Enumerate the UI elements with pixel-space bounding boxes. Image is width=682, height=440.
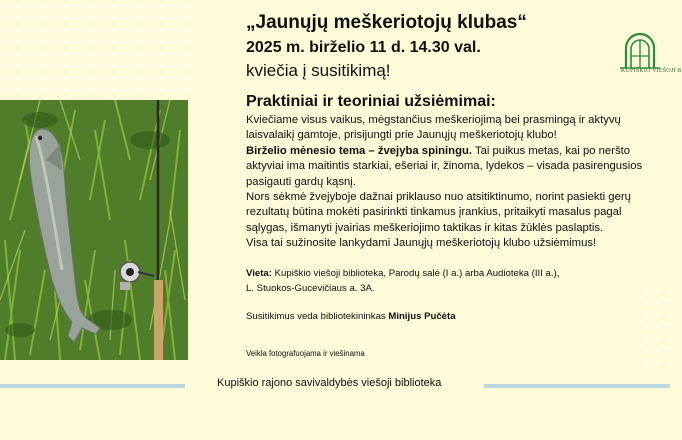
footer-divider-left xyxy=(0,384,185,388)
footer xyxy=(0,370,670,400)
theme-label: Birželio mėnesio tema – žvejyba spiningu. xyxy=(246,144,473,157)
decorative-dots xyxy=(0,0,190,95)
event-date: 2025 m. birželio 11 d. 14.30 val. xyxy=(246,39,481,56)
event-invite: kviečia į susitikimą! xyxy=(246,61,391,80)
section-subtitle: Praktiniai ir teoriniai užsiėmimai: xyxy=(246,93,496,110)
theme-paragraph xyxy=(246,144,646,190)
decorative-dots-right xyxy=(640,285,670,375)
logo-text: KUPIŠKIO VIEŠOJI B xyxy=(621,68,682,74)
photo-notice: Veikla fotografuojama ir viešinama xyxy=(246,349,365,358)
venue-label: Vieta: xyxy=(246,268,272,279)
success-paragraph: Nors sėkmė žvejyboje dažnai priklauso nuo atsitiktinumo, norint pasiekti gerų rezultatų būtina mokėti pasirinkti tinkamus įrankius, pritaikyti masalus pagal sąlygas, išmanyti įvairias meškeriojimo taktikas ir kitas žūklės paslaptis. xyxy=(246,191,631,234)
footer-organization: Kupiškio rajono savivaldybės viešoji biblioteka xyxy=(217,377,442,389)
footer-divider-right xyxy=(484,384,670,388)
venue-address-2: L. Stuokos-Gucevičiaus a. 3A. xyxy=(246,283,375,294)
closing-paragraph: Visa tai sužinosite lankydami Jaunųjų meškeriotojų klubo užsiėmimus! xyxy=(246,237,597,250)
event-title: „Jaunųjų meškeriotojų klubas“ xyxy=(246,12,527,33)
host-line xyxy=(246,310,456,324)
host-text: Susitikimus veda bibliotekininkas xyxy=(246,311,389,322)
host-name: Minijus Pučėta xyxy=(388,311,456,322)
fishing-photo xyxy=(0,100,188,360)
venue-line-1 xyxy=(246,266,666,281)
intro-paragraph: Kviečiame visus vaikus, mėgstančius meškeriojimą bei prasmingą ir aktyvų laisvalaikį gamtoje, prisijungti prie Jaunųjų meškeriotojų klubo! xyxy=(246,114,621,142)
theme-text: Tai puikus metas, kai po neršto aktyviai ima maitintis starkiai, ešeriai ir, žinoma, lydekos – visada pasirengusios pasigauti gardų kąsnį. xyxy=(246,144,643,188)
venue-block xyxy=(246,266,666,296)
description xyxy=(246,113,646,252)
venue-address-1: Kupiškio viešoji biblioteka, Parodų salė (I a.) arba Audioteka (III a.), xyxy=(271,268,560,279)
logo-arch-icon xyxy=(610,30,670,72)
